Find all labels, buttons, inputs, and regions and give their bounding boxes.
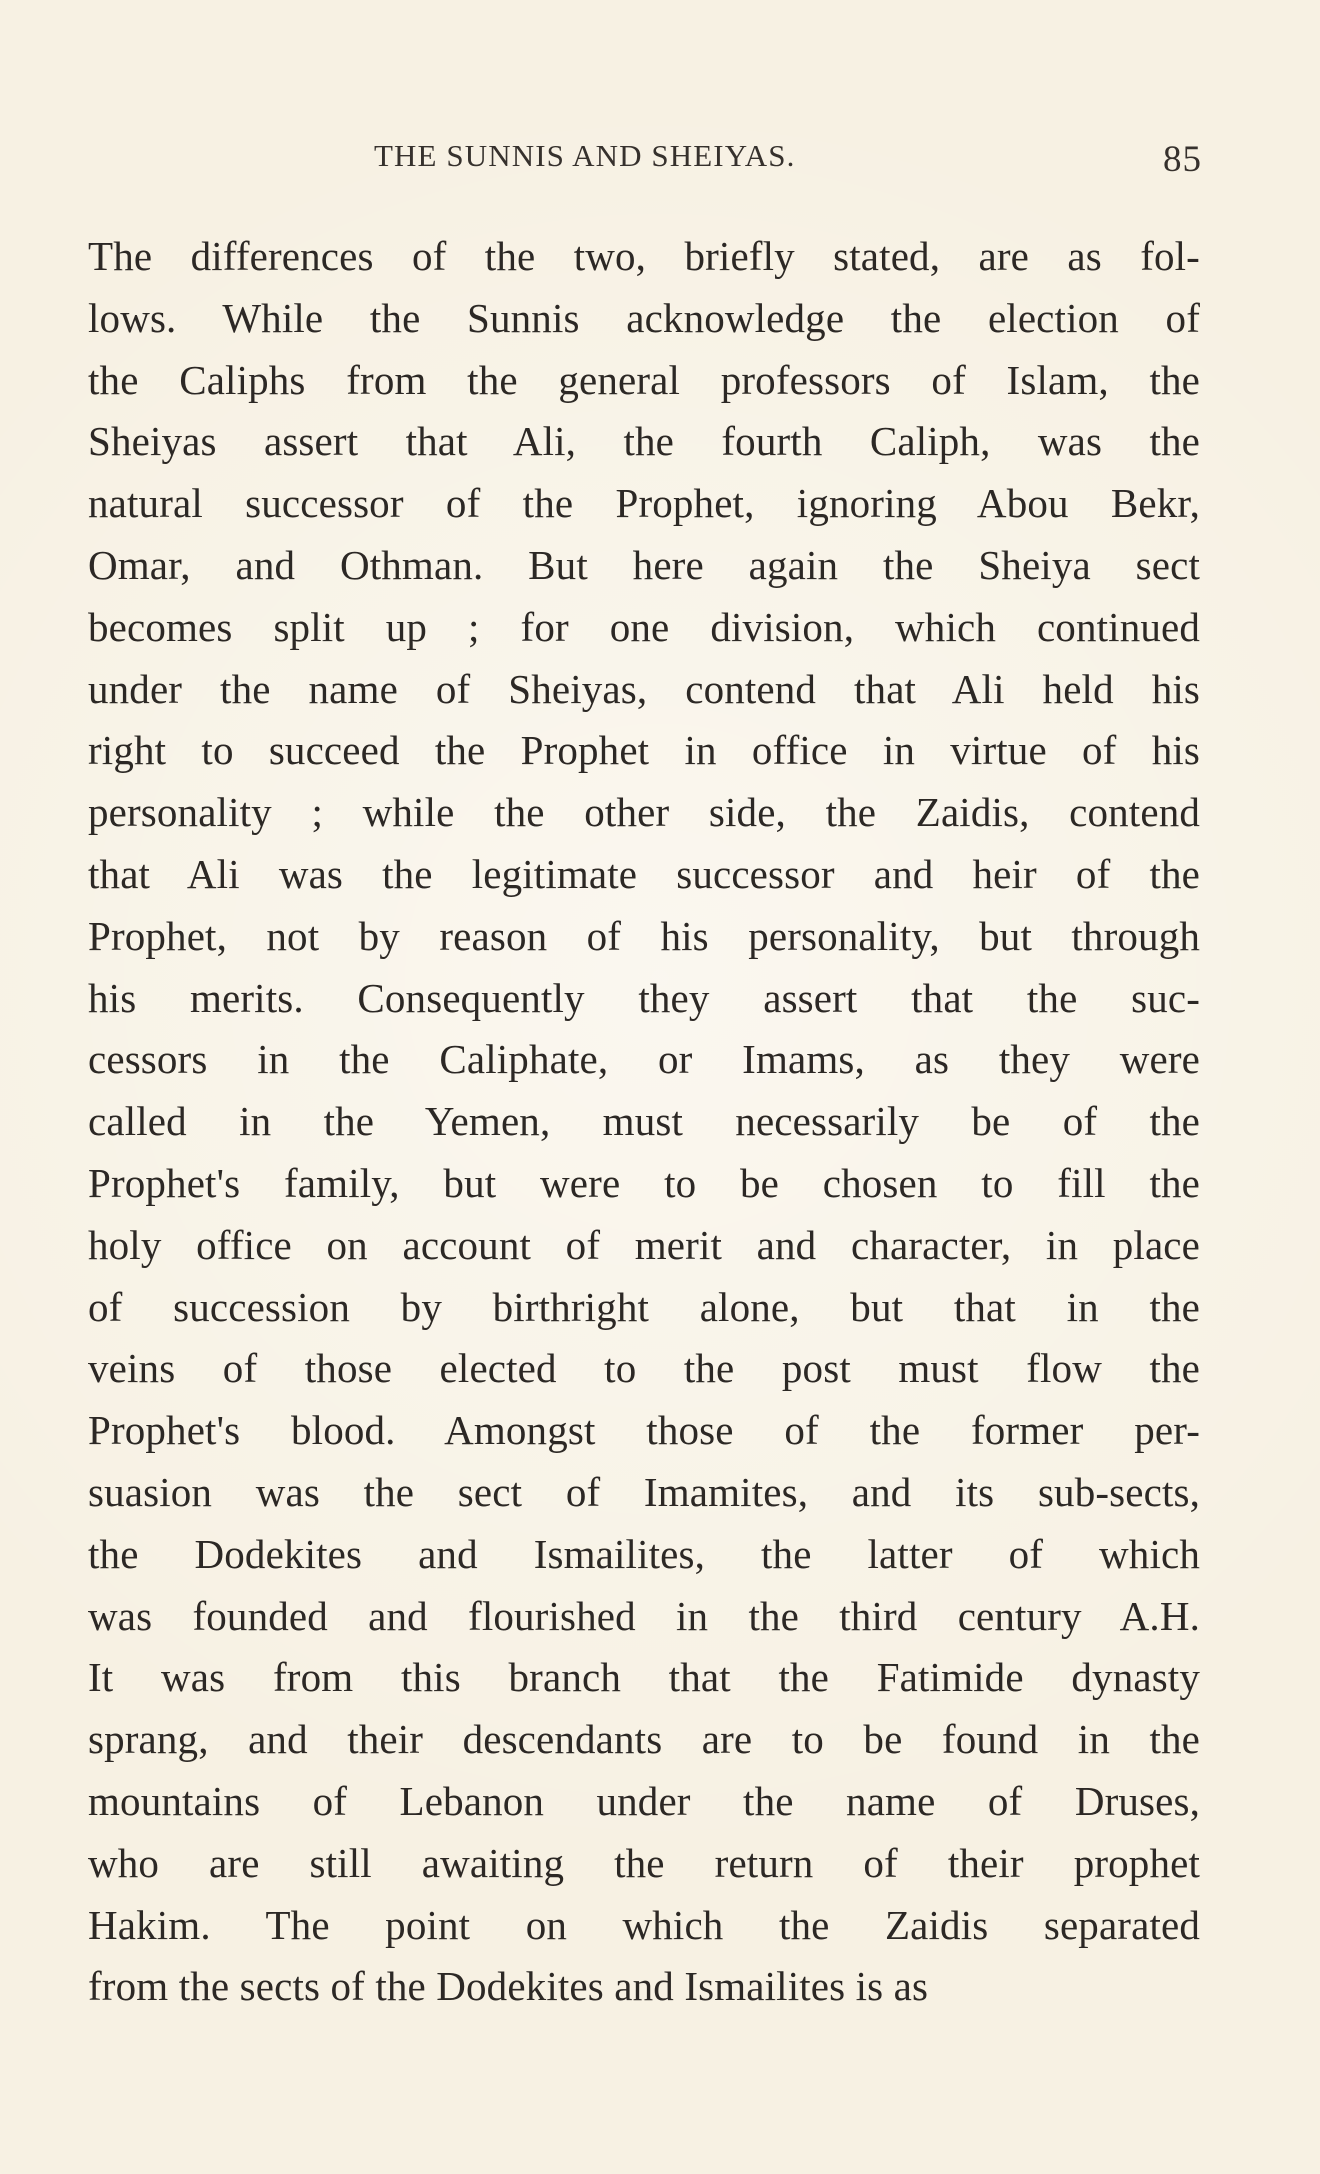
text-line-24: It was from this branch that the Fatimide dynasty	[88, 1654, 1200, 1701]
text-line-1: The differences of the two, briefly stated, are as fol-	[88, 233, 1200, 279]
text-line-8: under the name of Sheiyas, contend that Ali held his	[88, 665, 1200, 712]
running-header	[88, 138, 1202, 182]
text-line-6: Omar, and Othman. But here again the Sheiya sect	[88, 541, 1200, 588]
text-line-23: was founded and flourished in the third century A.H.	[88, 1592, 1200, 1639]
text-line-2: lows. While the Sunnis acknowledge the election of	[88, 294, 1200, 341]
text-line-4: Sheiyas assert that Ali, the fourth Caliph, was the	[88, 418, 1200, 465]
text-line-12: Prophet, not by reason of his personality, but through	[88, 912, 1200, 959]
text-line-29: from the sects of the Dodekites and Ismailites is as	[88, 1963, 929, 2010]
text-line-26: mountains of Lebanon under the name of Druses,	[88, 1777, 1200, 1824]
page-number: 85	[1163, 139, 1202, 180]
text-line-16: Prophet's family, but were to be chosen to fill the	[88, 1159, 1200, 1206]
text-line-10: personality ; while the other side, the Zaidis, contend	[88, 789, 1200, 836]
text-line-13: his merits. Consequently they assert that the suc-	[88, 974, 1200, 1021]
text-line-14: cessors in the Caliphate, or Imams, as they were	[88, 1036, 1200, 1083]
text-line-15: called in the Yemen, must necessarily be of the	[88, 1098, 1200, 1145]
text-line-3: the Caliphs from the general professors of Islam, the	[88, 356, 1200, 403]
text-line-21: suasion was the sect of Imamites, and its sub-sects,	[88, 1468, 1200, 1515]
text-line-18: of succession by birthright alone, but that in the	[88, 1283, 1200, 1330]
text-line-5: natural successor of the Prophet, ignoring Abou Bekr,	[88, 480, 1200, 527]
text-line-25: sprang, and their descendants are to be found in the	[88, 1716, 1200, 1763]
running-title: THE SUNNIS AND SHEIYAS.	[374, 138, 796, 173]
text-line-9: right to succeed the Prophet in office in virtue of his	[88, 727, 1200, 774]
text-line-7: becomes split up ; for one division, which continued	[88, 603, 1200, 650]
text-line-11: that Ali was the legitimate successor and heir of the	[88, 850, 1200, 897]
text-line-22: the Dodekites and Ismailites, the latter of which	[88, 1530, 1200, 1577]
body-paragraph	[88, 226, 1200, 2018]
text-line-27: who are still awaiting the return of their prophet	[88, 1839, 1200, 1886]
text-line-17: holy office on account of merit and character, in place	[88, 1221, 1200, 1268]
text-line-20: Prophet's blood. Amongst those of the former per-	[88, 1407, 1200, 1454]
text-line-28: Hakim. The point on which the Zaidis separated	[88, 1901, 1200, 1948]
text-line-19: veins of those elected to the post must flow the	[88, 1345, 1200, 1392]
